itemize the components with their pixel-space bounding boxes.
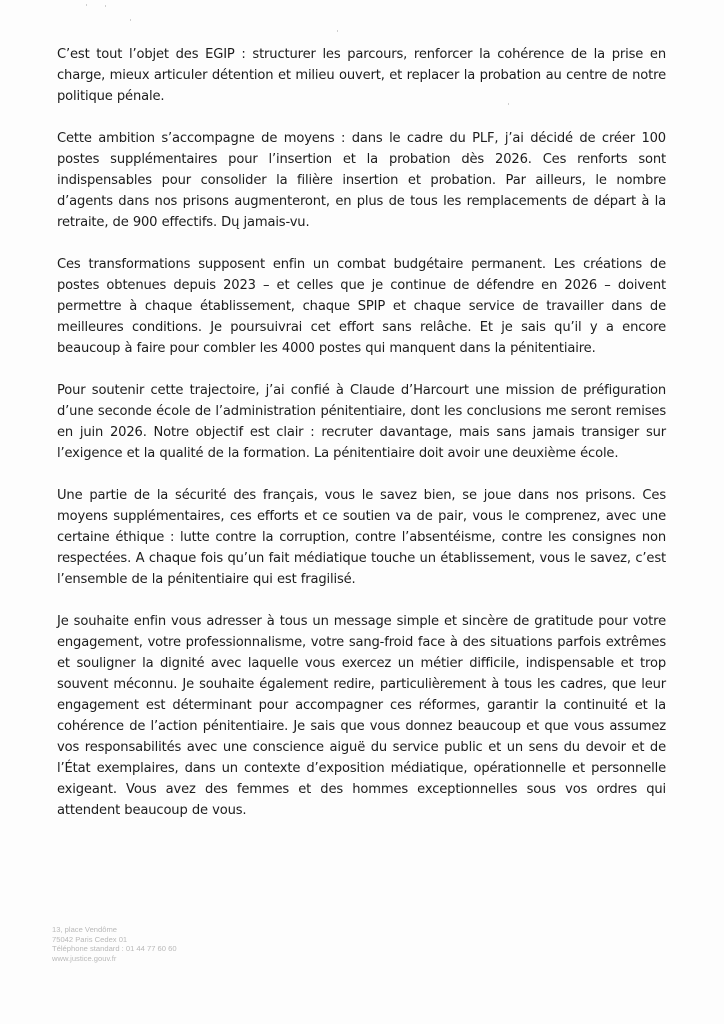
footer-city: 75042 Paris Cedex 01 <box>52 934 128 944</box>
paragraph-ecole: Pour soutenir cette trajectoire, j’ai confié à Claude d’Harcourt une mission de préfiguration d’une seconde école de l’administration pénitentiaire, dont les conclusions me seront remises en juin 2026. Notre objectif est clair : recruter davantage, mais sans jamais transiger sur l’exigence et la qualité de la formation. La pénitentiaire doit avoir une deuxième école. <box>57 383 666 461</box>
footer-phone: Téléphone standard : 01 44 77 60 60 <box>52 944 177 953</box>
scan-speck <box>105 5 106 7</box>
scan-speck <box>337 30 338 32</box>
paragraph-budget: Ces transformations supposent enfin un combat budgétaire permanent. Les créations de postes obtenues depuis 2023 – et celles que je continue de défendre en 2026 – doivent permettre à chaque établissement, chaque SPIP et chaque service de travailler dans de meilleures conditions. Je poursuivrai cet effort sans relâche. Et je sais qu’il y a encore beaucoup à faire pour combler les 4000 postes qui manquent dans la pénitentiaire. <box>57 257 666 356</box>
scan-speck <box>86 4 87 6</box>
footer-address <box>52 925 177 963</box>
paragraph-egip: C’est tout l’objet des EGIP : structurer les parcours, renforcer la cohérence de la prise en charge, mieux articuler détention et milieu ouvert, et replacer la probation au centre de notre politique pénale. <box>57 47 666 104</box>
letter-body <box>57 44 666 842</box>
paragraph-moyens: Cette ambition s’accompagne de moyens : dans le cadre du PLF, j’ai décidé de créer 100 postes supplémentaires pour l’insertion et la probation dès 2026. Ces renforts sont indispensables pour consolider la filière insertion et probation. Par ailleurs, le nombre d’agents dans nos prisons augmenteront, en plus de tous les remplacements de départ à la retraite, de 900 effectifs. Dų jamais-vu. <box>57 131 666 230</box>
scan-speck <box>130 19 131 21</box>
footer-website: www.justice.gouv.fr <box>52 953 117 963</box>
footer-street: 13, place Vendôme <box>52 925 118 934</box>
paragraph-gratitude: Je souhaite enfin vous adresser à tous un message simple et sincère de gratitude pour votre engagement, votre professionnalisme, votre sang-froid face à des situations parfois extrêmes et souligner la dignité avec laquelle vous exercez un métier difficile, indispensable et trop souvent méconnu. Je souhaite également redire, particulièrement à tous les cadres, que leur engagement est déterminant pour accompagner ces réformes, garantir la continuité et la cohérence de l’action pénitentiaire. Je sais que vous donnez beaucoup et que vous assumez vos responsabilités avec une conscience aiguë du service public et un sens du devoir et de l’État exemplaires, dans un contexte d’exposition médiatique, opérationnelle et personnelle exigeant. Vous avez des femmes et des hommes exceptionnelles sous vos ordres qui attendent beaucoup de vous. <box>57 614 666 818</box>
paragraph-securite: Une partie de la sécurité des français, vous le savez bien, se joue dans nos prisons. Ces moyens supplémentaires, ces efforts et ce soutien va de pair, vous le comprenez, avec une certaine éthique : lutte contre la corruption, contre l’absentéisme, contre les consignes non respectées. A chaque fois qu’un fait médiatique touche un établissement, vous le savez, c’est l’ensemble de la pénitentiaire qui est fragilisé. <box>57 488 666 587</box>
